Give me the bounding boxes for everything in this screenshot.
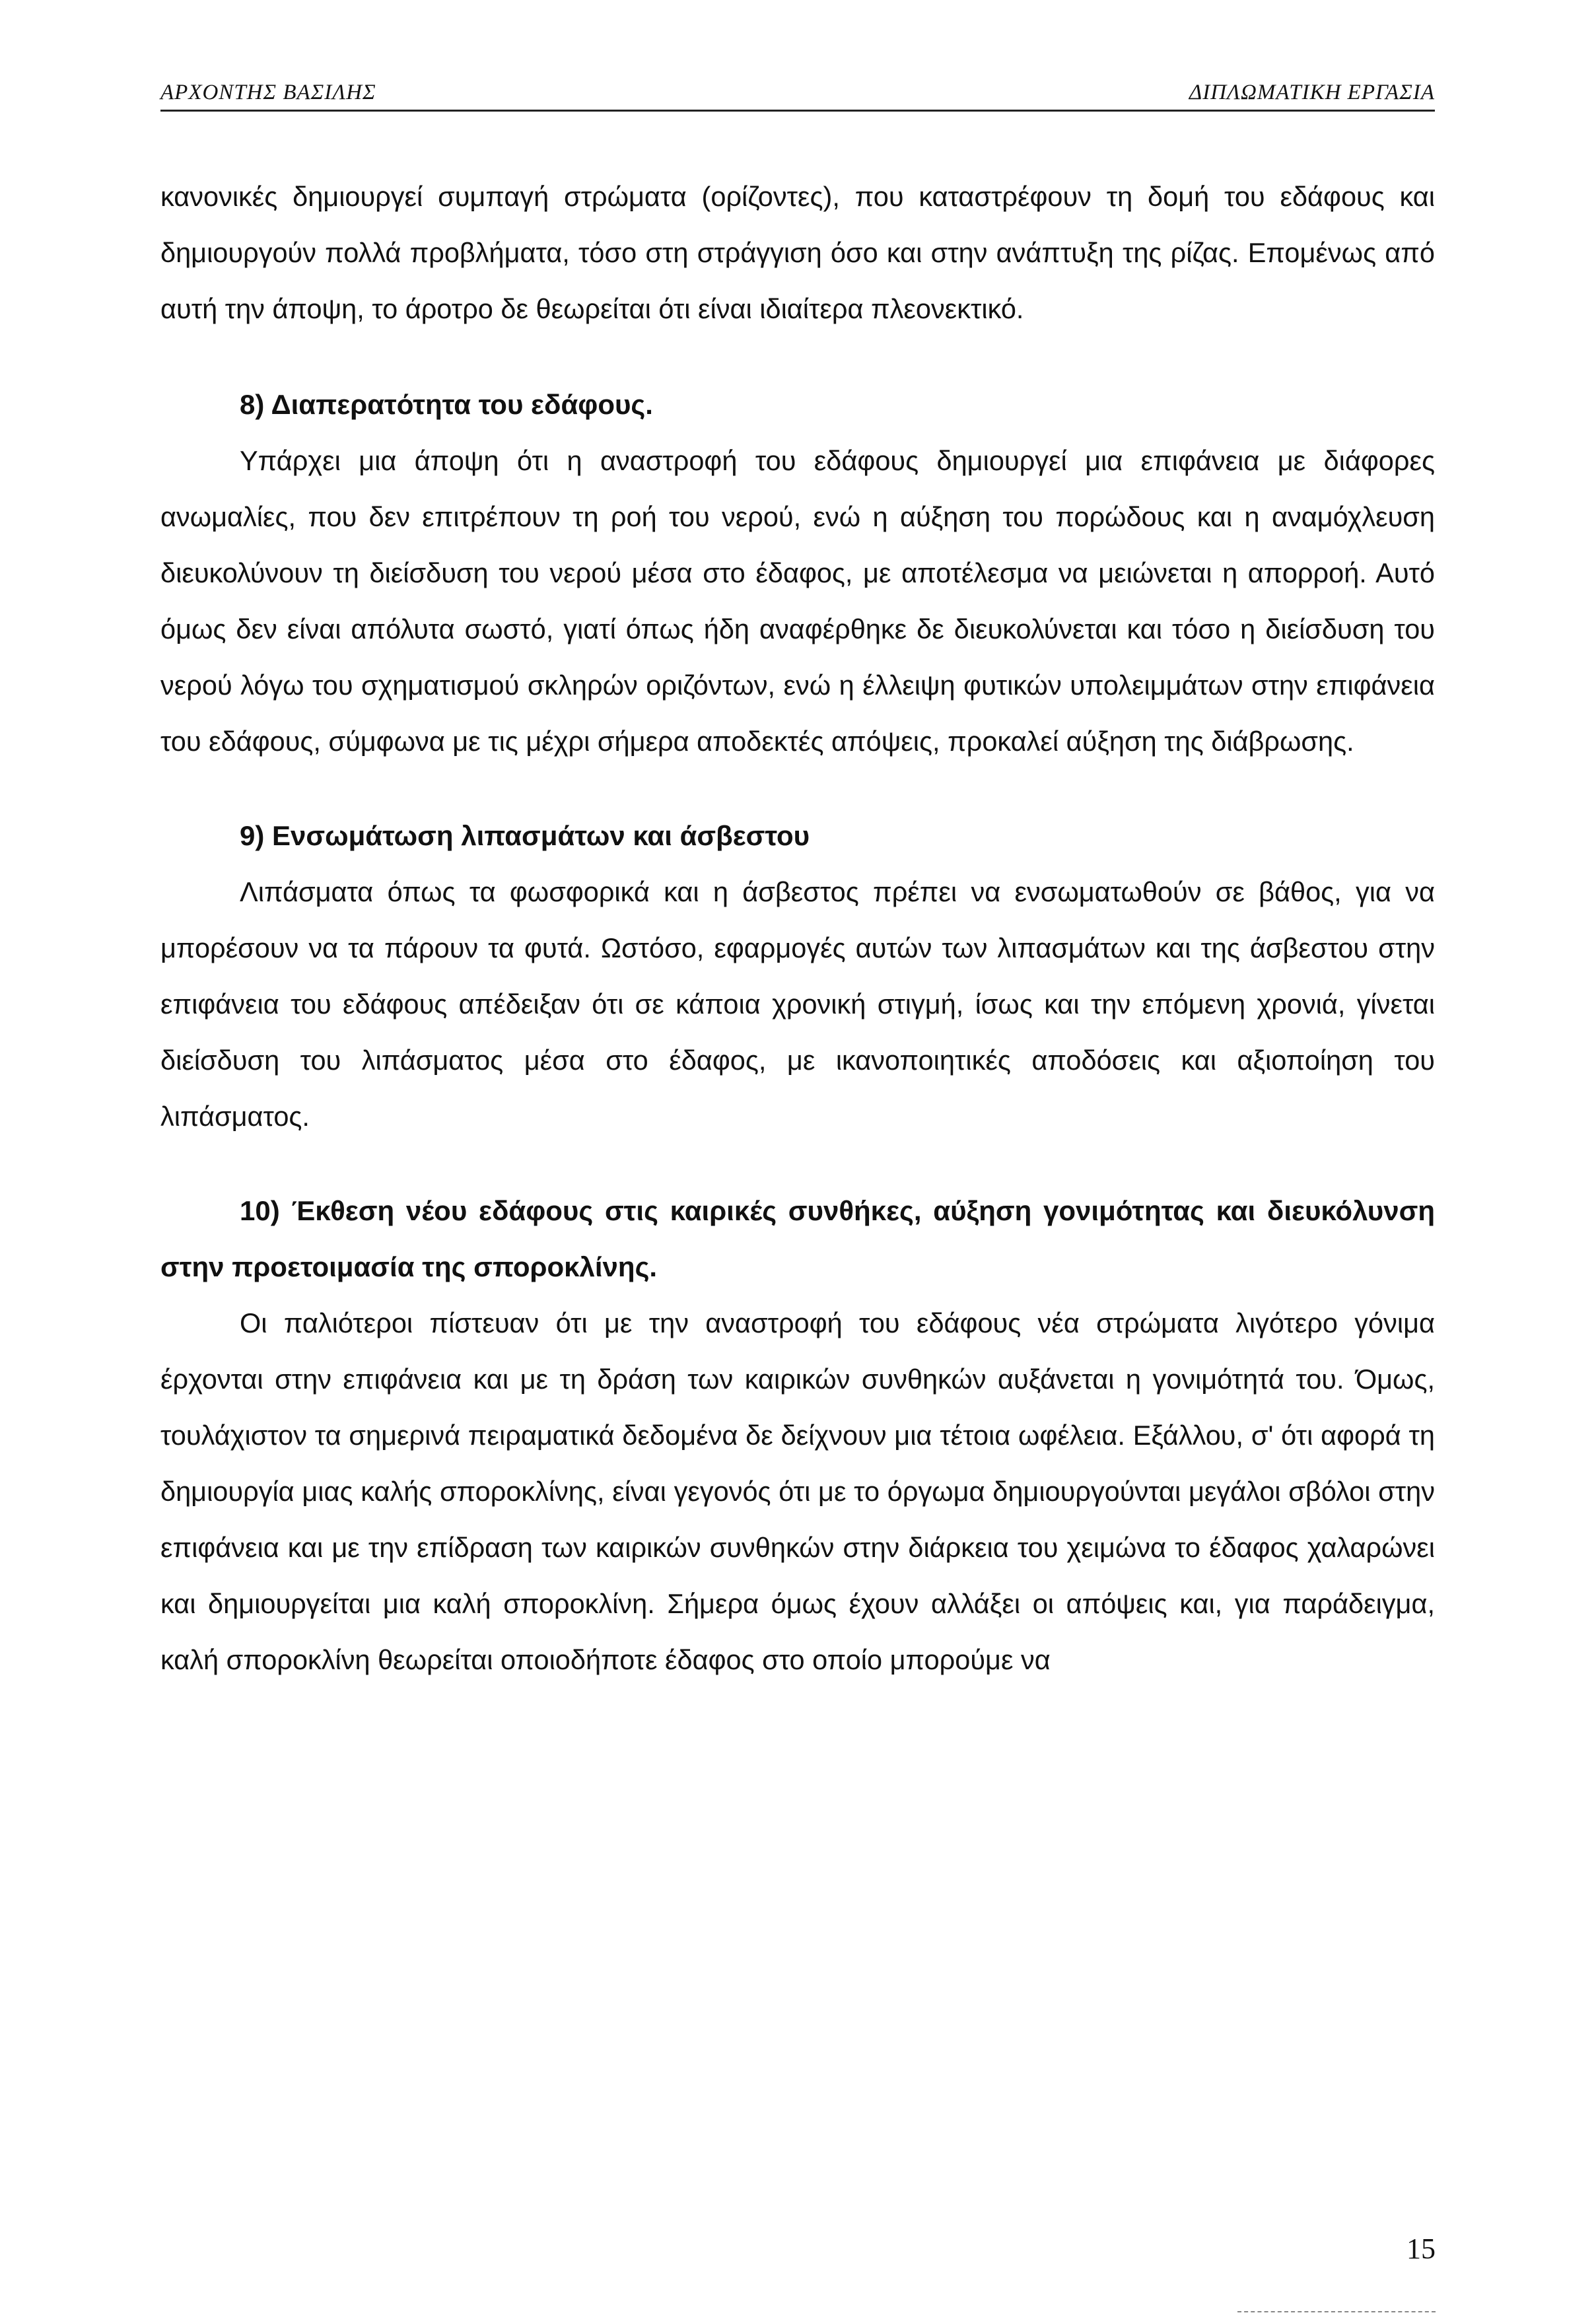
spacer bbox=[160, 1144, 1435, 1183]
spacer bbox=[160, 769, 1435, 808]
page-header bbox=[160, 81, 1435, 120]
section-9-heading: 9) Ενσωμάτωση λιπασμάτων και άσβεστου bbox=[240, 820, 810, 851]
section-10-heading: 10) Έκθεση νέου εδάφους στις καιρικές συνθήκες, αύξηση γονιμότητας και διευκόλυνση στην προετοιμασία της σποροκλίνης. bbox=[160, 1195, 1435, 1282]
page-number: 15 bbox=[1406, 2232, 1436, 2265]
intro-paragraph: κανονικές δημιουργεί συμπαγή στρώματα (ορίζοντες), που καταστρέφουν τη δομή του εδάφους και δημιουργούν πολλά προβλήματα, τόσο στη στράγγιση όσο και στην ανάπτυξη της ρίζας. Επομένως από αυτή την άποψη, το άροτρο δε θεωρείται ότι είναι ιδιαίτερα πλεονεκτικό. bbox=[160, 181, 1435, 324]
section-8-paragraph: Υπάρχει μια άποψη ότι η αναστροφή του εδάφους δημιουργεί μια επιφάνεια με διάφορες ανωμαλίες, που δεν επιτρέπουν τη ροή του νερού, ενώ η αύξηση του πορώδους και η αναμόχλευση διευκολύνουν τη διείσδυση του νερού μέσα στο έδαφος, με αποτέλεσμα να μειώνεται η απορροή. Αυτό όμως δεν είναι απόλυτα σωστό, γιατί όπως ήδη αναφέρθηκε δε διευκολύνεται και τόσο η διείσδυση του νερού λόγω του σχηματισμού σκληρών οριζόντων, ενώ η έλλειψη φυτικών υπολειμμάτων στην επιφάνεια του εδάφους, σύμφωνα με τις μέχρι σήμερα αποδεκτές απόψεις, προκαλεί αύξηση της διάβρωσης. bbox=[160, 445, 1435, 757]
document-body bbox=[160, 168, 1435, 1688]
footer-divider bbox=[1237, 2311, 1436, 2312]
author-name: ΑΡΧΟΝΤΗΣ ΒΑΣΙΛΗΣ bbox=[160, 81, 376, 104]
section-9-paragraph: Λιπάσματα όπως τα φωσφορικά και η άσβεστος πρέπει να ενσωματωθούν σε βάθος, για να μπορέσουν να τα πάρουν τα φυτά. Ωστόσο, εφαρμογές αυτών των λιπασμάτων και της άσβεστου στην επιφάνεια του εδάφους απέδειξαν ότι σε κάποια χρονική στιγμή, ίσως και την επόμενη χρονιά, γίνεται διείσδυση του λιπάσματος μέσα στο έδαφος, με ικανοποιητικές αποδόσεις και αξιοποίηση του λιπάσματος. bbox=[160, 876, 1435, 1132]
spacer bbox=[160, 337, 1435, 376]
section-10-paragraph: Οι παλιότεροι πίστευαν ότι με την αναστροφή του εδάφους νέα στρώματα λιγότερο γόνιμα έρχονται στην επιφάνεια και με τη δράση των καιρικών συνθηκών αυξάνεται η γονιμότητά του. Όμως, τουλάχιστον τα σημερινά πειραματικά δεδομένα δε δείχνουν μια τέτοια ωφέλεια. Εξάλλου, σ' ότι αφορά τη δημιουργία μιας καλής σποροκλίνης, είναι γεγονός ότι με το όργωμα δημιουργούνται μεγάλοι σβόλοι στην επιφάνεια και με την επίδραση των καιρικών συνθηκών στην διάρκεια του χειμώνα το έδαφος χαλαρώνει και δημιουργείται μια καλή σποροκλίνη. Σήμερα όμως έχουν αλλάξει οι απόψεις και, για παράδειγμα, καλή σποροκλίνη θεωρείται οποιοδήποτε έδαφος στο οποίο μπορούμε να bbox=[160, 1307, 1435, 1675]
section-8-heading: 8) Διαπερατότητα του εδάφους. bbox=[240, 389, 653, 420]
header-underline bbox=[160, 110, 1435, 112]
document-type: ΔΙΠΛΩΜΑΤΙΚΗ ΕΡΓΑΣΙΑ bbox=[1189, 81, 1435, 104]
